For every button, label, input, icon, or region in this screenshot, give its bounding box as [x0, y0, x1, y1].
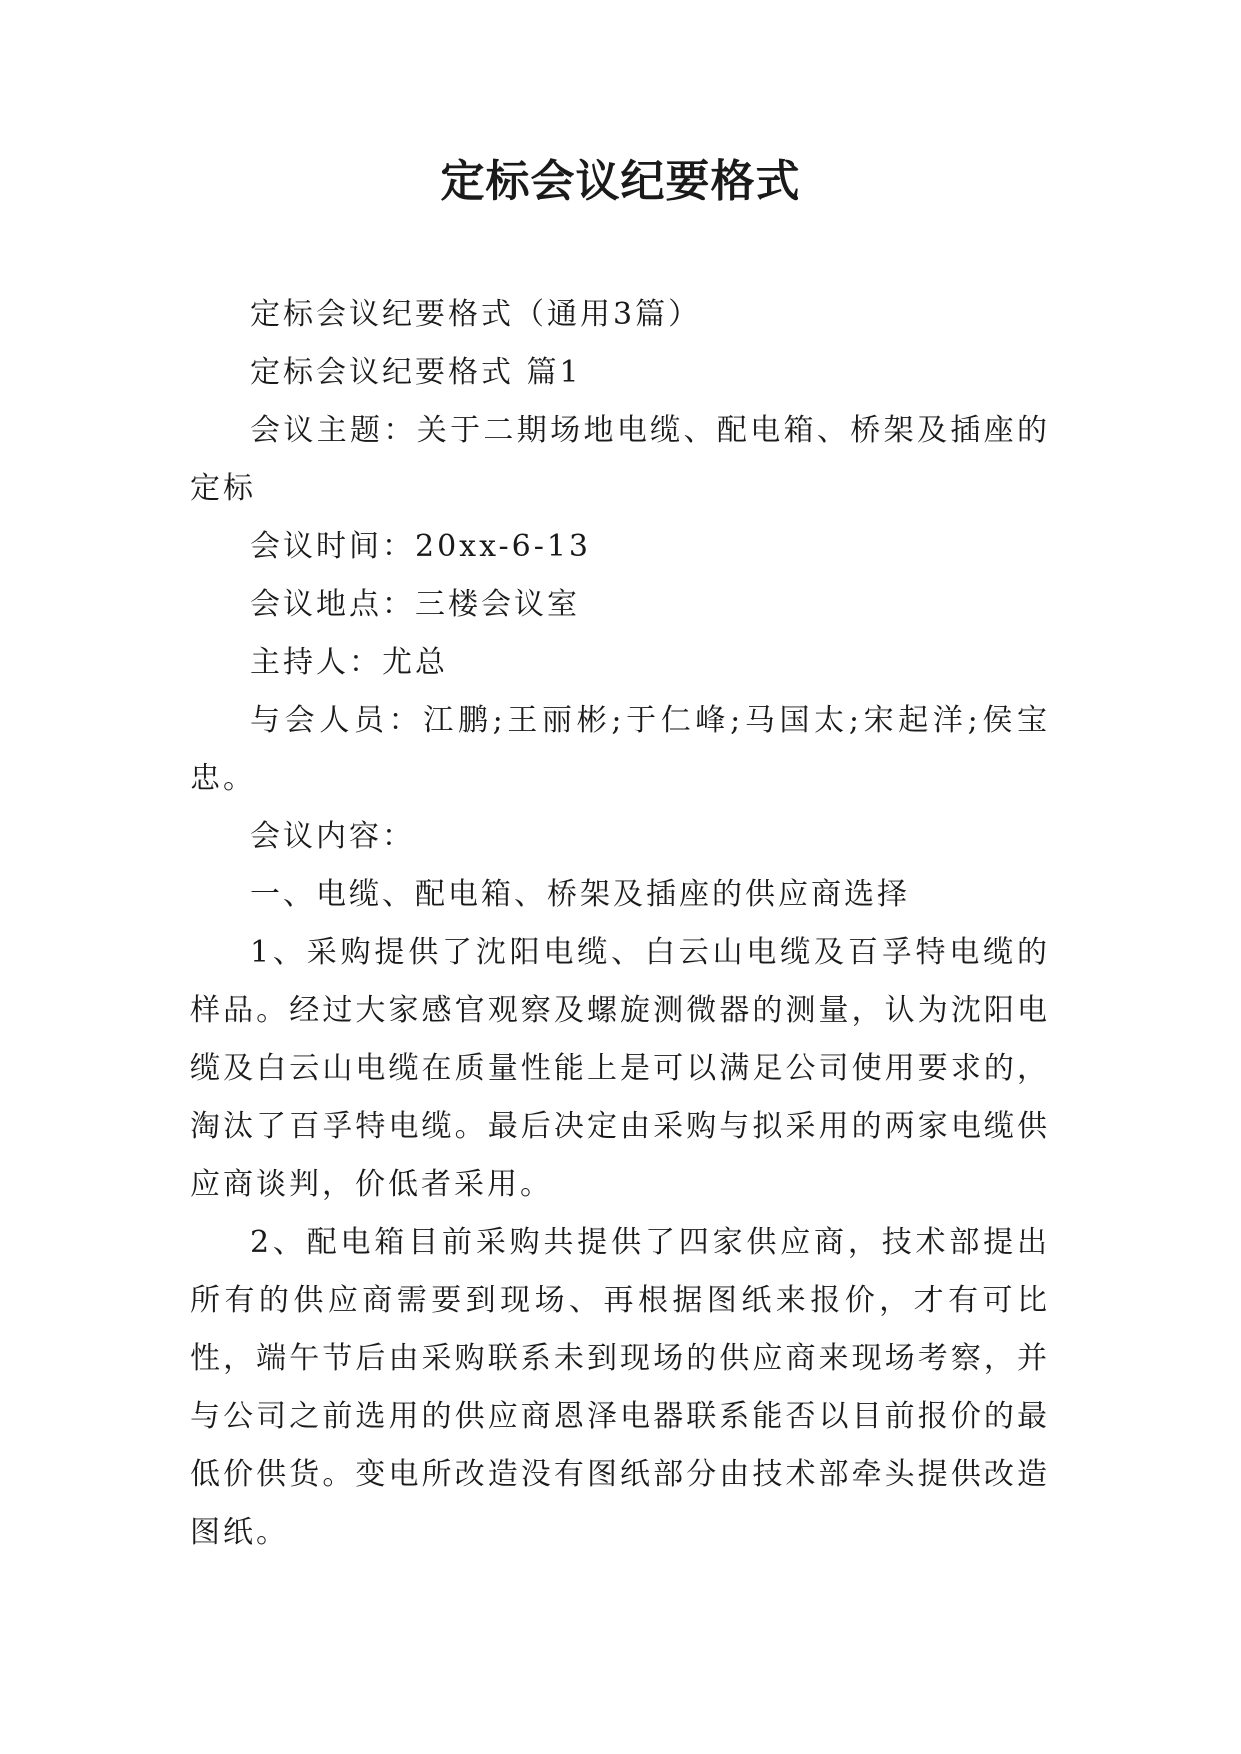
section-heading: 定标会议纪要格式 篇1	[250, 355, 582, 390]
meeting-host: 主持人：尤总	[250, 645, 448, 680]
content-item-2: 2、配电箱目前采购共提供了四家供应商，技术部提出所有的供应商需要到现场、再根据图纸来报价，才有可比性，端午节后由采购联系未到现场的供应商来现场考察，并与公司之前选用的供应商恩泽电器联系能否以目前报价的最低价供货。变电所改造没有图纸部分由技术部牵头提供改造图纸。	[190, 1225, 1050, 1550]
meeting-attendees: 与会人员：江鹏;王丽彬;于仁峰;马国太;宋起洋;侯宝忠。	[190, 703, 1050, 796]
page-title: 定标会议纪要格式	[440, 156, 801, 207]
content-section-heading: 一、电缆、配电箱、桥架及插座的供应商选择	[250, 877, 910, 912]
subtitle-paragraph: 定标会议纪要格式（通用3篇）	[250, 297, 702, 332]
meeting-topic: 会议主题：关于二期场地电缆、配电箱、桥架及插座的定标	[190, 413, 1050, 506]
meeting-time: 会议时间：20xx-6-13	[250, 529, 592, 564]
content-item-1: 1、采购提供了沈阳电缆、白云山电缆及百孚特电缆的样品。经过大家感官观察及螺旋测微器的测量，认为沈阳电缆及白云山电缆在质量性能上是可以满足公司使用要求的，淘汰了百孚特电缆。最后决定由采购与拟采用的两家电缆供应商谈判，价低者采用。	[190, 935, 1050, 1202]
meeting-content-label: 会议内容：	[250, 819, 415, 854]
document-body	[190, 286, 1050, 1562]
meeting-location: 会议地点：三楼会议室	[250, 587, 580, 622]
